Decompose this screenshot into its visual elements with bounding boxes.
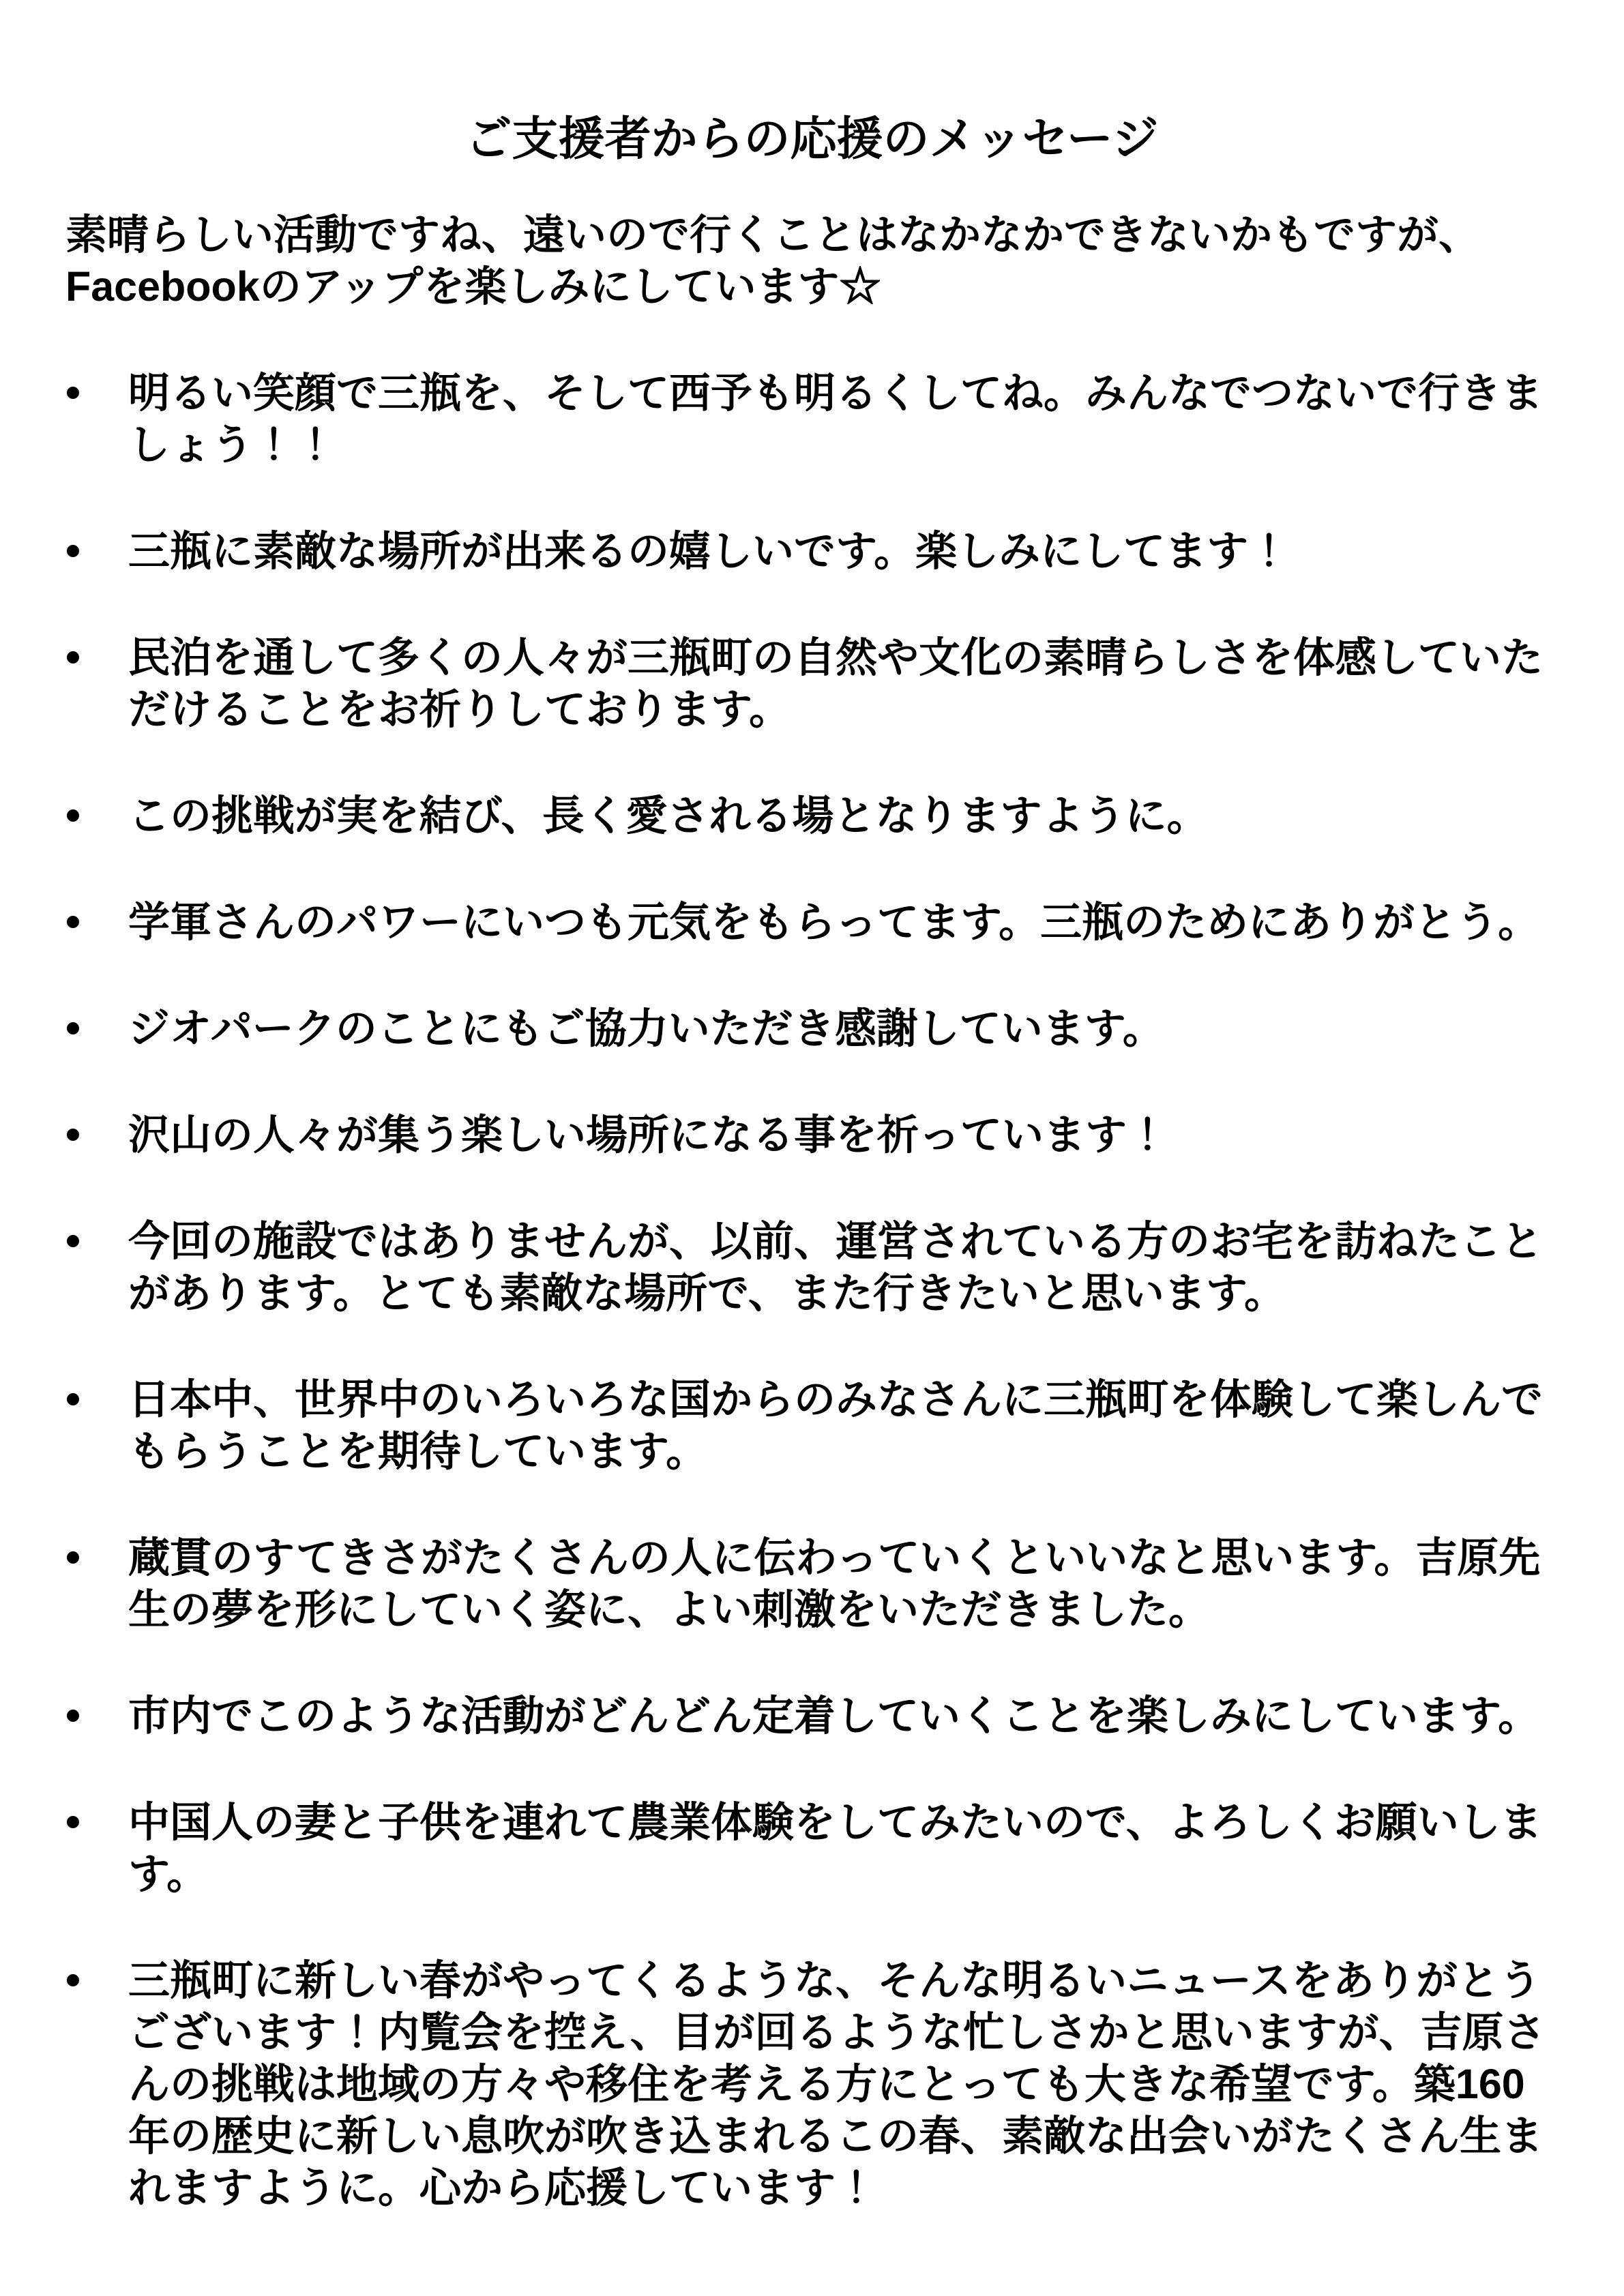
message-text: ジオパークのことにもご協力いただき感謝しています。 [128, 1005, 1164, 1052]
bullet-dot-icon [67, 1393, 79, 1405]
message-text: 市内でこのような活動がどんどん定着していくことを楽しみにしています。 [128, 1693, 1540, 1739]
message-text: 今回の施設ではありませんが、以前、運営されている方のお宅を訪ねたことがあります。とても素敵な場所で、また行きたいと思います。 [128, 1218, 1544, 1316]
message-text: この挑戦が実を結び、長く愛される場となりますように。 [128, 792, 1209, 839]
message-list-item [65, 1109, 1563, 1161]
message-list-item [65, 631, 1563, 735]
message-list-item [65, 896, 1563, 948]
message-text: 学軍さんのパワーにいつも元気をもらってます。三瓶のためにありがとう。 [128, 899, 1540, 945]
message-list-item [65, 1954, 1563, 2213]
messages-list [65, 367, 1624, 2213]
message-list-item [65, 1532, 1563, 1635]
message-list-item [65, 790, 1563, 841]
message-text: 三瓶に素敵な場所が出来るの嬉しいです。楽しみにしてます！ [128, 528, 1290, 574]
page-title: ご支援者からの応援のメッセージ [465, 113, 1159, 165]
bullet-dot-icon [67, 916, 79, 928]
message-list-item [65, 1796, 1563, 1900]
bullet-dot-icon [67, 1974, 79, 1986]
message-text: 民泊を通して多くの人々が三瓶町の自然や文化の素晴らしさを体感していただけることをお祈りしております。 [128, 634, 1544, 732]
bullet-dot-icon [67, 1710, 79, 1722]
bullet-dot-icon [67, 651, 79, 664]
message-list-item [65, 1002, 1563, 1054]
message-text: 日本中、世界中のいろいろな国からのみなさんに三瓶町を体験して楽しんでもらうことを期待しています。 [128, 1376, 1544, 1474]
message-list-item [65, 525, 1563, 577]
bullet-dot-icon [67, 387, 79, 399]
message-list-item [65, 367, 1563, 471]
bullet-dot-icon [67, 1235, 79, 1247]
message-list-item [65, 1215, 1563, 1319]
message-text: 蔵貫のすてきさがたくさんの人に伝わっていくといいなと思います。吉原先生の夢を形にしていく姿に、よい刺激をいただきました。 [128, 1534, 1541, 1632]
bullet-dot-icon [67, 1129, 79, 1141]
message-list-item [65, 1373, 1563, 1477]
message-text: 沢山の人々が集う楽しい場所になる事を祈っています！ [128, 1112, 1169, 1158]
message-text: 中国人の妻と子供を連れて農業体験をしてみたいので、よろしくお願いします。 [128, 1799, 1542, 1897]
bullet-dot-icon [67, 1022, 79, 1034]
bullet-dot-icon [67, 809, 79, 822]
bullet-dot-icon [67, 1551, 79, 1564]
message-text: 三瓶町に新しい春がやってくるような、そんな明るいニュースをありがとうございます！内覧会を控え、目が回るような忙しさかと思いますが、吉原さんの挑戦は地域の方々や移住を考える方にとっても大きな希望です。築160年の歴史に新しい息吹が吹き込まれるこの春、素敵な出会いがたくさん生まれますように。心から応援しています！ [128, 1957, 1546, 2211]
bullet-dot-icon [67, 1816, 79, 1828]
intro-paragraph: 素晴らしい活動ですね、遠いので行くことはなかなかできないかもですが、Facebookのアップを楽しみにしています☆ [65, 211, 1481, 310]
bullet-dot-icon [67, 545, 79, 557]
message-list-item [65, 1690, 1563, 1742]
message-text: 明るい笑顔で三瓶を、そして西予も明るくしてね。みんなでつないで行きましょう！！ [128, 370, 1544, 468]
